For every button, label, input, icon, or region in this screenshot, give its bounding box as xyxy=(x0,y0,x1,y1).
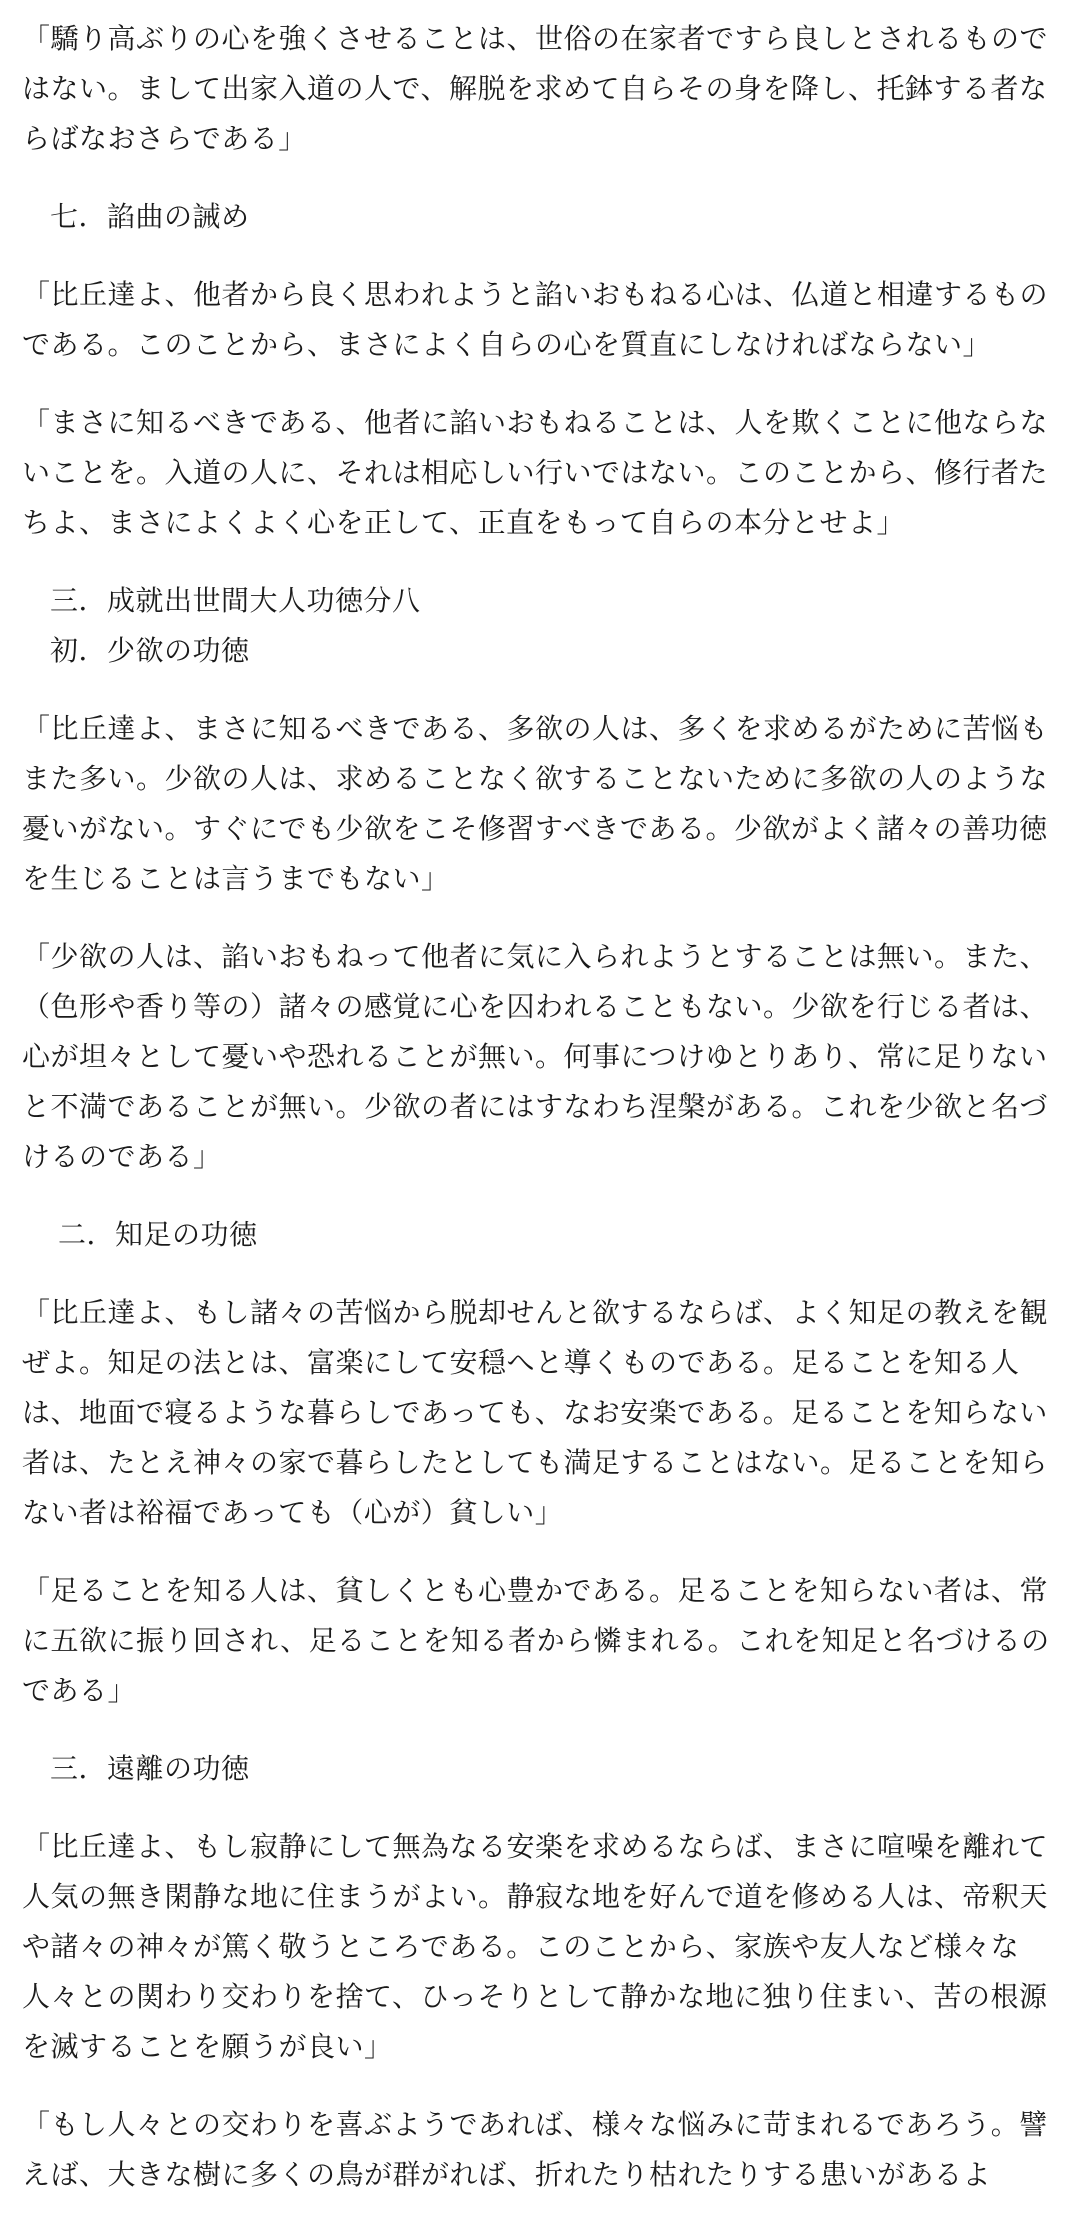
paragraph: 「比丘達よ、もし寂静にして無為なる安楽を求めるならば、まさに喧噪を離れて人気の無き閑静な地に住まうがよい。静寂な地を好んで道を修める人は、帝釈天や諸々の神々が篤く敬うところである。このことから、家族や友人など様々な人々との関わり交わりを捨て、ひっそりとして静かな地に独り住まい、苦の根源を滅することを願うが良い」 xyxy=(22,1830,1049,2063)
subsection-heading: 三．遠離の功徳 xyxy=(50,1752,250,1785)
subsection-heading: 初．少欲の功徳 xyxy=(50,634,250,667)
paragraph: 「比丘達よ、もし諸々の苦悩から脱却せんと欲するならば、よく知足の教えを観ぜよ。知足の法とは、富楽にして安穏へと導くものである。足ることを知る人は、地面で寝るような暮らしであっても、なお安楽である。足ることを知らない者は、たとえ神々の家で暮らしたとしても満足することはない。足ることを知らない者は裕福であっても（心が）貧しい」 xyxy=(22,1296,1049,1529)
section-heading-group xyxy=(22,576,1058,676)
paragraph: 「驕り高ぶりの心を強くさせることは、世俗の在家者ですら良しとされるものではない。まして出家入道の人で、解脱を求めて自らその身を降し、托鉢する者ならばなおさらである」 xyxy=(22,22,1049,155)
paragraph: 「もし人々との交わりを喜ぶようであれば、様々な悩みに苛まれるであろう。譬えば、大きな樹に多くの鳥が群がれば、折れたり枯れたりする患いがあるよ xyxy=(22,2108,1048,2191)
paragraph: 「足ることを知る人は、貧しくとも心豊かである。足ることを知らない者は、常に五欲に振り回され、足ることを知る者から憐まれる。これを知足と名づけるのである」 xyxy=(22,1574,1050,1707)
section-heading: 七．諂曲の誡め xyxy=(50,200,250,233)
paragraph: 「少欲の人は、諂いおもねって他者に気に入られようとすることは無い。また、（色形や香り等の）諸々の感覚に心を囚われることもない。少欲を行じる者は、心が坦々として憂いや恐れることが無い。何事につけゆとりあり、常に足りないと不満であることが無い。少欲の者にはすなわち涅槃がある。これを少欲と名づけるのである」 xyxy=(22,940,1049,1173)
subsection-heading: 二．知足の功徳 xyxy=(58,1218,258,1251)
paragraph: 「まさに知るべきである、他者に諂いおもねることは、人を欺くことに他ならないことを。入道の人に、それは相応しい行いではない。このことから、修行者たちよ、まさによくよく心を正して、正直をもって自らの本分とせよ」 xyxy=(22,406,1049,539)
paragraph: 「比丘達よ、他者から良く思われようと諂いおもねる心は、仏道と相違するものである。このことから、まさによく自らの心を質直にしなければならない」 xyxy=(22,278,1049,361)
section-heading: 三．成就出世間大人功徳分八 xyxy=(50,584,421,617)
paragraph: 「比丘達よ、まさに知るべきである、多欲の人は、多くを求めるがために苦悩もまた多い。少欲の人は、求めることなく欲することないために多欲の人のような憂いがない。すぐにでも少欲をこそ修習すべきである。少欲がよく諸々の善功徳を生じることは言うまでもない」 xyxy=(22,712,1049,895)
